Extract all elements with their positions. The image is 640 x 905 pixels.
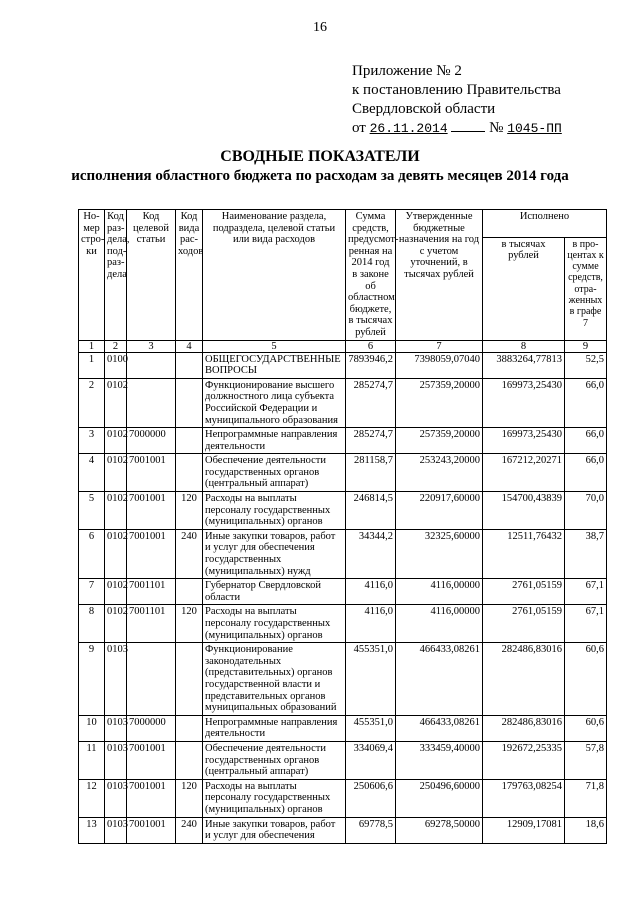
- cell-kind-code: 120: [176, 492, 203, 530]
- cell-sum: 4116,0: [346, 579, 396, 605]
- cell-approved: 257359,20000: [396, 378, 483, 427]
- cell-executed-thousands: 2761,05159: [483, 579, 565, 605]
- cell-sum: 246814,5: [346, 492, 396, 530]
- cell-target-code: 7001001: [127, 779, 176, 817]
- cell-row-number: 13: [79, 817, 105, 843]
- cell-executed-thousands: 169973,25430: [483, 378, 565, 427]
- cell-executed-percent: 67,1: [565, 579, 607, 605]
- cell-executed-percent: 57,8: [565, 741, 607, 779]
- cell-executed-thousands: 192672,25335: [483, 741, 565, 779]
- cell-section-code: 0102: [105, 529, 127, 578]
- cell-kind-code: [176, 643, 203, 716]
- column-number: 6: [346, 340, 396, 352]
- cell-target-code: 7001001: [127, 529, 176, 578]
- cell-section-code: 0103: [105, 643, 127, 716]
- cell-executed-percent: 67,1: [565, 605, 607, 643]
- cell-executed-thousands: 2761,05159: [483, 605, 565, 643]
- cell-executed-percent: 66,0: [565, 428, 607, 454]
- cell-section-code: 0100: [105, 352, 127, 378]
- cell-executed-thousands: 282486,83016: [483, 643, 565, 716]
- cell-section-code: 0102: [105, 492, 127, 530]
- cell-name: Расходы на выплаты персоналу государственных (муниципальных) органов: [203, 605, 346, 643]
- header-kind-code: Код вида рас-ходов: [176, 210, 203, 341]
- cell-row-number: 2: [79, 378, 105, 427]
- cell-section-code: 0102: [105, 454, 127, 492]
- cell-sum: 281158,7: [346, 454, 396, 492]
- cell-approved: 333459,40000: [396, 741, 483, 779]
- cell-sum: 455351,0: [346, 643, 396, 716]
- cell-approved: 466433,08261: [396, 715, 483, 741]
- annex-line-1: Приложение № 2: [352, 63, 462, 79]
- annex-from-prefix: от: [352, 120, 366, 136]
- table-row: [79, 352, 607, 378]
- cell-sum: 334069,4: [346, 741, 396, 779]
- header-executed-thousands: в тысячах рублей: [483, 237, 565, 340]
- header-executed-percent: в про-центах к сумме средств, отра-женных в графе 7: [565, 237, 607, 340]
- cell-row-number: 1: [79, 352, 105, 378]
- table-row: [79, 454, 607, 492]
- column-number: 3: [127, 340, 176, 352]
- cell-row-number: 11: [79, 741, 105, 779]
- cell-section-code: 0102: [105, 579, 127, 605]
- cell-target-code: 7001001: [127, 741, 176, 779]
- cell-row-number: 12: [79, 779, 105, 817]
- cell-name: Иные закупки товаров, работ и услуг для обеспечения: [203, 817, 346, 843]
- cell-kind-code: [176, 428, 203, 454]
- cell-name: Расходы на выплаты персоналу государственных (муниципальных) органов: [203, 492, 346, 530]
- column-number: 4: [176, 340, 203, 352]
- cell-section-code: 0102: [105, 428, 127, 454]
- table-row: [79, 579, 607, 605]
- cell-name: Обеспечение деятельности государственных органов (центральный аппарат): [203, 454, 346, 492]
- header-executed: Исполнено: [483, 210, 607, 238]
- cell-section-code: 0102: [105, 378, 127, 427]
- cell-executed-thousands: 154700,43839: [483, 492, 565, 530]
- column-number: 2: [105, 340, 127, 352]
- cell-name: Функционирование высшего должностного лица субъекта Российской Федерации и муниципального образования: [203, 378, 346, 427]
- annex-line-2: к постановлению Правительства: [352, 82, 561, 98]
- cell-section-code: 0103: [105, 741, 127, 779]
- cell-executed-percent: 60,6: [565, 715, 607, 741]
- table-row: [79, 492, 607, 530]
- cell-approved: 69278,50000: [396, 817, 483, 843]
- annex-date-line: [352, 119, 562, 138]
- cell-executed-percent: 18,6: [565, 817, 607, 843]
- cell-approved: 220917,60000: [396, 492, 483, 530]
- cell-sum: 250606,6: [346, 779, 396, 817]
- cell-name: ОБЩЕГОСУДАРСТВЕННЫЕ ВОПРОСЫ: [203, 352, 346, 378]
- annex-date-underline: [451, 131, 485, 132]
- budget-table: [78, 209, 607, 844]
- cell-approved: 257359,20000: [396, 428, 483, 454]
- cell-section-code: 0102: [105, 605, 127, 643]
- cell-executed-percent: 52,5: [565, 352, 607, 378]
- page-number: 16: [313, 20, 327, 35]
- cell-row-number: 5: [79, 492, 105, 530]
- cell-kind-code: [176, 741, 203, 779]
- cell-executed-thousands: 12909,17081: [483, 817, 565, 843]
- cell-kind-code: [176, 579, 203, 605]
- cell-target-code: [127, 643, 176, 716]
- cell-target-code: 7001101: [127, 579, 176, 605]
- cell-executed-thousands: 282486,83016: [483, 715, 565, 741]
- header-row-number: Но-мер стро-ки: [79, 210, 105, 341]
- annex-line-3: Свердловской области: [352, 101, 496, 117]
- table-row: [79, 605, 607, 643]
- column-number: 9: [565, 340, 607, 352]
- header-row: [79, 210, 607, 238]
- cell-kind-code: [176, 454, 203, 492]
- cell-target-code: 7000000: [127, 715, 176, 741]
- cell-row-number: 4: [79, 454, 105, 492]
- header-sum: Сумма средств, предусмот-ренная на 2014 год в законе об областном бюджете, в тысячах рублей: [346, 210, 396, 341]
- cell-name: Функционирование законодательных (представительных) органов государственной власти и представительных органов муниципальных образований: [203, 643, 346, 716]
- cell-kind-code: [176, 715, 203, 741]
- cell-target-code: [127, 378, 176, 427]
- column-number: 5: [203, 340, 346, 352]
- annex-number-prefix: №: [489, 120, 504, 136]
- cell-executed-percent: 38,7: [565, 529, 607, 578]
- cell-sum: 7893946,2: [346, 352, 396, 378]
- cell-section-code: 0103: [105, 817, 127, 843]
- cell-executed-percent: 70,0: [565, 492, 607, 530]
- cell-name: Непрограммные направления деятельности: [203, 428, 346, 454]
- table-row: [79, 741, 607, 779]
- cell-approved: 7398059,07040: [396, 352, 483, 378]
- cell-executed-thousands: 3883264,77813: [483, 352, 565, 378]
- cell-name: Иные закупки товаров, работ и услуг для обеспечения государственных (муниципальных) нужд: [203, 529, 346, 578]
- table-row: [79, 643, 607, 716]
- cell-executed-percent: 66,0: [565, 454, 607, 492]
- cell-approved: 253243,20000: [396, 454, 483, 492]
- cell-executed-thousands: 12511,76432: [483, 529, 565, 578]
- cell-kind-code: 120: [176, 605, 203, 643]
- cell-executed-percent: 66,0: [565, 378, 607, 427]
- cell-approved: 4116,00000: [396, 605, 483, 643]
- document-subtitle: исполнения областного бюджета по расходам за девять месяцев 2014 года: [71, 168, 569, 184]
- header-approved: Утвержденные бюджетные назначения на год с учетом уточнений, в тысячах рублей: [396, 210, 483, 341]
- cell-kind-code: [176, 352, 203, 378]
- cell-executed-thousands: 179763,08254: [483, 779, 565, 817]
- document-title: СВОДНЫЕ ПОКАЗАТЕЛИ: [220, 148, 420, 165]
- cell-executed-thousands: 169973,25430: [483, 428, 565, 454]
- cell-kind-code: 240: [176, 817, 203, 843]
- cell-kind-code: 240: [176, 529, 203, 578]
- cell-approved: 4116,00000: [396, 579, 483, 605]
- cell-section-code: 0103: [105, 715, 127, 741]
- cell-executed-percent: 71,8: [565, 779, 607, 817]
- annex-date: 26.11.2014: [369, 121, 448, 136]
- column-number: 1: [79, 340, 105, 352]
- cell-sum: 285274,7: [346, 378, 396, 427]
- cell-sum: 69778,5: [346, 817, 396, 843]
- cell-target-code: 7000000: [127, 428, 176, 454]
- table-row: [79, 428, 607, 454]
- header-target-code: Код целевой статьи: [127, 210, 176, 341]
- cell-name: Непрограммные направления деятельности: [203, 715, 346, 741]
- table-row: [79, 817, 607, 843]
- cell-approved: 466433,08261: [396, 643, 483, 716]
- annex-number: 1045-ПП: [507, 121, 562, 136]
- cell-kind-code: 120: [176, 779, 203, 817]
- cell-approved: 32325,60000: [396, 529, 483, 578]
- cell-sum: 285274,7: [346, 428, 396, 454]
- header-name: Наименование раздела, подраздела, целевой статьи или вида расходов: [203, 210, 346, 341]
- table-row: [79, 715, 607, 741]
- table-row: [79, 378, 607, 427]
- cell-kind-code: [176, 378, 203, 427]
- cell-section-code: 0103: [105, 779, 127, 817]
- column-number: 7: [396, 340, 483, 352]
- cell-target-code: [127, 352, 176, 378]
- cell-row-number: 9: [79, 643, 105, 716]
- cell-row-number: 8: [79, 605, 105, 643]
- column-number-row: [79, 340, 607, 352]
- cell-row-number: 7: [79, 579, 105, 605]
- table-body: [79, 352, 607, 843]
- cell-sum: 34344,2: [346, 529, 396, 578]
- cell-name: Губернатор Свердловской области: [203, 579, 346, 605]
- cell-target-code: 7001001: [127, 454, 176, 492]
- cell-executed-thousands: 167212,20271: [483, 454, 565, 492]
- annex-block: [352, 62, 562, 138]
- cell-executed-percent: 60,6: [565, 643, 607, 716]
- cell-row-number: 6: [79, 529, 105, 578]
- cell-target-code: 7001001: [127, 817, 176, 843]
- table-row: [79, 779, 607, 817]
- cell-row-number: 10: [79, 715, 105, 741]
- cell-name: Обеспечение деятельности государственных органов (центральный аппарат): [203, 741, 346, 779]
- table-row: [79, 529, 607, 578]
- cell-sum: 4116,0: [346, 605, 396, 643]
- cell-target-code: 7001001: [127, 492, 176, 530]
- cell-target-code: 7001101: [127, 605, 176, 643]
- header-section-code: Код раз-дела, под-раз-дела: [105, 210, 127, 341]
- cell-approved: 250496,60000: [396, 779, 483, 817]
- cell-row-number: 3: [79, 428, 105, 454]
- cell-name: Расходы на выплаты персоналу государственных (муниципальных) органов: [203, 779, 346, 817]
- column-number: 8: [483, 340, 565, 352]
- cell-sum: 455351,0: [346, 715, 396, 741]
